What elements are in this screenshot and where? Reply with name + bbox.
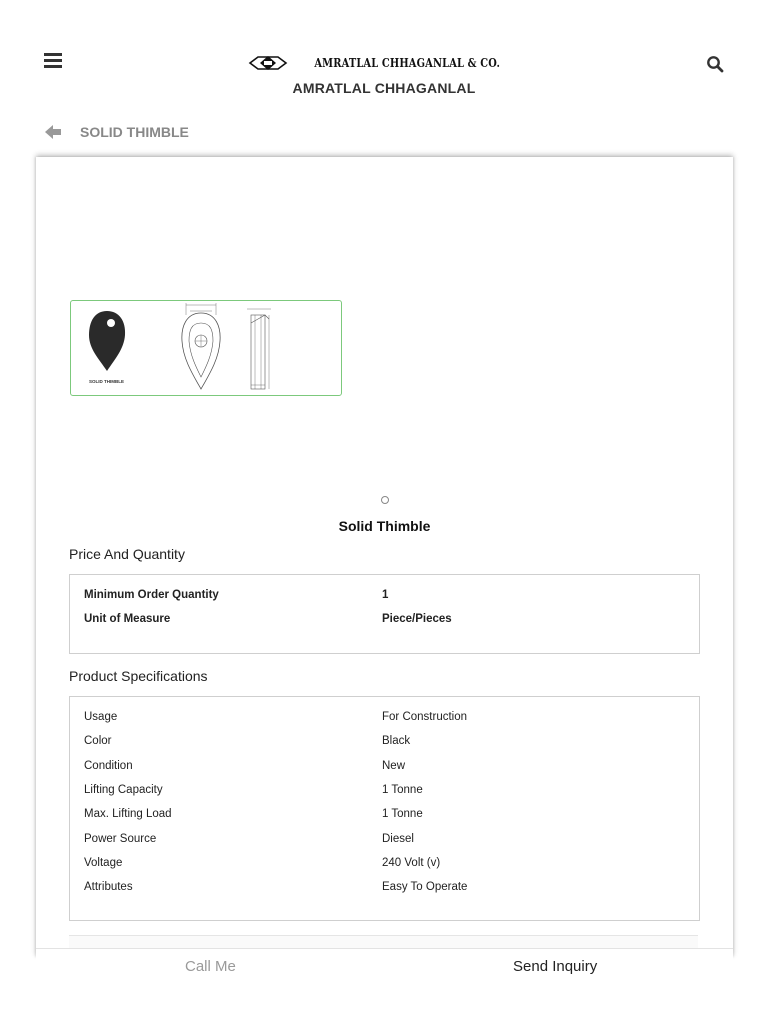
product-name: Solid Thimble (338, 518, 431, 534)
logo-text: AMRATLAL CHHAGANLAL & CO. (314, 56, 500, 70)
page-title: SOLID THIMBLE (80, 124, 189, 140)
row-value: 1 Tonne (382, 808, 423, 820)
send-inquiry-button[interactable]: Send Inquiry (513, 958, 598, 975)
row-value: For Construction (382, 711, 468, 723)
bottom-action-bar (36, 948, 733, 987)
brand[interactable] (0, 52, 768, 96)
breadcrumb (44, 120, 189, 144)
row-value: 240 Volt (v) (382, 857, 441, 869)
app-header (0, 0, 768, 110)
row-value: Easy To Operate (382, 881, 468, 893)
call-me-button[interactable]: Call Me (185, 958, 236, 975)
carousel-dot[interactable] (381, 496, 389, 504)
row-label: Max. Lifting Load (84, 808, 172, 820)
spec-section-title: Product Specifications (69, 668, 208, 684)
row-label: Condition (84, 760, 133, 772)
product-image[interactable] (70, 300, 342, 396)
row-value: Piece/Pieces (382, 613, 452, 625)
row-value: 1 (382, 589, 389, 601)
search-icon[interactable] (706, 55, 724, 73)
row-value: 1 Tonne (382, 784, 423, 796)
row-label: Power Source (84, 833, 157, 845)
brand-name: AMRATLAL CHHAGANLAL (292, 80, 476, 96)
logo-emblem-icon (248, 53, 288, 73)
price-section-title: Price And Quantity (69, 546, 185, 562)
row-label: Usage (84, 711, 118, 723)
row-value: Diesel (382, 833, 414, 845)
row-label: Voltage (84, 857, 123, 869)
product-panel (36, 157, 733, 957)
thimble-diagram (71, 301, 341, 395)
spec-table (69, 696, 700, 921)
price-table (69, 574, 700, 654)
row-label: Attributes (84, 881, 133, 893)
row-value: New (382, 760, 406, 772)
row-label: Lifting Capacity (84, 784, 163, 796)
row-label: Minimum Order Quantity (84, 589, 219, 601)
row-label: Unit of Measure (84, 613, 171, 625)
company-logo (0, 52, 768, 74)
row-label: Color (84, 735, 112, 747)
arrow-left-icon[interactable] (44, 123, 62, 141)
image-caption: SOLID THIMBLE (89, 379, 124, 384)
row-value: Black (382, 735, 411, 747)
